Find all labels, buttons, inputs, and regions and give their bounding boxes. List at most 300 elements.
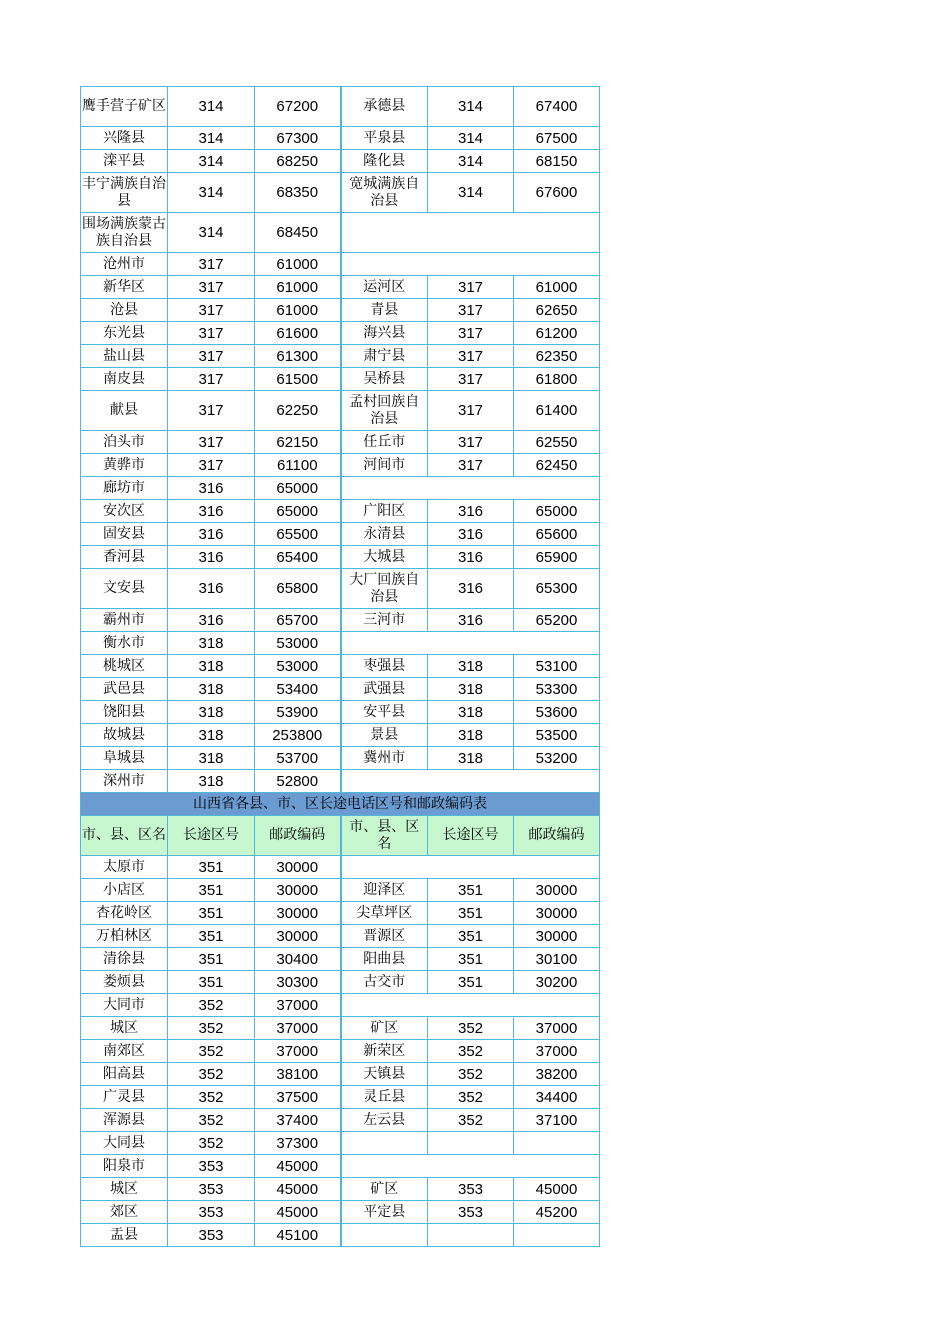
table-row (81, 546, 600, 569)
area-code-cell: 351 (168, 902, 255, 925)
place-name-cell: 运河区 (341, 276, 428, 299)
table-row (81, 1201, 600, 1224)
area-code-cell: 351 (168, 948, 255, 971)
place-name-cell: 城区 (81, 1178, 168, 1201)
place-name-cell: 广灵县 (81, 1086, 168, 1109)
area-code-cell: 316 (428, 609, 514, 632)
postcode-cell: 53500 (514, 724, 600, 747)
table-title: 山西省各县、市、区长途电话区号和邮政编码表 (81, 793, 600, 816)
area-code-cell: 353 (168, 1224, 255, 1247)
place-name-cell: 饶阳县 (81, 701, 168, 724)
place-name-cell: 清徐县 (81, 948, 168, 971)
place-name-cell: 鹰手营子矿区 (81, 87, 168, 127)
column-header: 长途区号 (428, 816, 514, 856)
area-code-cell: 352 (168, 1063, 255, 1086)
place-name-cell: 城区 (81, 1017, 168, 1040)
table-title-row (81, 793, 600, 816)
area-code-cell: 316 (428, 569, 514, 609)
postcode-cell: 61000 (255, 276, 341, 299)
table-header-row (81, 816, 600, 856)
area-code-cell: 314 (168, 127, 255, 150)
postcode-cell: 30000 (514, 902, 600, 925)
postcode-cell: 65000 (255, 477, 341, 500)
place-name-cell: 盂县 (81, 1224, 168, 1247)
area-code-cell: 351 (428, 925, 514, 948)
place-name-cell: 郊区 (81, 1201, 168, 1224)
table-row (81, 632, 600, 655)
area-code-cell: 316 (168, 500, 255, 523)
place-name-cell: 黄骅市 (81, 454, 168, 477)
area-code-cell: 317 (168, 431, 255, 454)
table-row (81, 523, 600, 546)
area-code-cell: 352 (168, 994, 255, 1017)
place-name-cell: 矿区 (341, 1017, 428, 1040)
postcode-cell: 30100 (514, 948, 600, 971)
postcode-cell: 30400 (255, 948, 341, 971)
postcode-cell: 65000 (255, 500, 341, 523)
postcode-cell: 37000 (255, 1017, 341, 1040)
table-row (81, 655, 600, 678)
table-row (81, 1109, 600, 1132)
place-name-cell: 古交市 (341, 971, 428, 994)
area-code-cell: 318 (428, 655, 514, 678)
area-code-cell: 351 (168, 971, 255, 994)
area-code-cell: 317 (428, 276, 514, 299)
postcode-cell: 37000 (514, 1040, 600, 1063)
table-row (81, 345, 600, 368)
postcode-cell: 37000 (255, 1040, 341, 1063)
postcode-cell: 65500 (255, 523, 341, 546)
area-code-cell: 351 (428, 879, 514, 902)
postcode-cell: 37300 (255, 1132, 341, 1155)
postcode-cell: 38200 (514, 1063, 600, 1086)
table-row (81, 454, 600, 477)
place-name-cell: 宽城满族自治县 (341, 173, 428, 213)
area-code-cell: 352 (168, 1086, 255, 1109)
place-name-cell: 南郊区 (81, 1040, 168, 1063)
area-code-cell (428, 1224, 514, 1247)
postcode-cell: 30200 (514, 971, 600, 994)
area-code-cell: 352 (428, 1063, 514, 1086)
place-name-cell: 大厂回族自治县 (341, 569, 428, 609)
postcode-cell: 61800 (514, 368, 600, 391)
area-code-cell: 314 (168, 150, 255, 173)
place-name-cell: 阳曲县 (341, 948, 428, 971)
area-code-cell: 318 (168, 655, 255, 678)
place-name-cell: 杏花岭区 (81, 902, 168, 925)
postcode-cell: 30000 (255, 856, 341, 879)
place-name-cell: 武强县 (341, 678, 428, 701)
column-header: 市、县、区名 (81, 816, 168, 856)
area-code-cell: 316 (168, 609, 255, 632)
place-name-cell: 滦平县 (81, 150, 168, 173)
postcode-cell: 45000 (255, 1155, 341, 1178)
postcode-cell: 30000 (514, 925, 600, 948)
area-code-cell: 352 (168, 1132, 255, 1155)
area-code-cell: 317 (168, 299, 255, 322)
area-code-cell: 316 (428, 546, 514, 569)
area-code-cell: 314 (168, 87, 255, 127)
postcode-cell: 30000 (255, 925, 341, 948)
place-name-cell: 冀州市 (341, 747, 428, 770)
area-code-cell: 352 (428, 1086, 514, 1109)
place-name-cell (341, 1224, 428, 1247)
postcode-cell: 65400 (255, 546, 341, 569)
postcode-cell: 67500 (514, 127, 600, 150)
area-code-cell: 317 (428, 299, 514, 322)
place-name-cell: 深州市 (81, 770, 168, 793)
area-code-cell: 317 (168, 345, 255, 368)
postcode-cell: 37500 (255, 1086, 341, 1109)
place-name-cell: 天镇县 (341, 1063, 428, 1086)
table-row (81, 150, 600, 173)
place-name-cell: 沧州市 (81, 253, 168, 276)
place-name-cell: 大同市 (81, 994, 168, 1017)
table-row (81, 87, 600, 127)
postcode-cell: 53700 (255, 747, 341, 770)
postcode-cell: 65300 (514, 569, 600, 609)
table-row (81, 1017, 600, 1040)
area-code-cell: 353 (428, 1178, 514, 1201)
postcode-cell: 253800 (255, 724, 341, 747)
postcode-cell (514, 1132, 600, 1155)
area-code-cell: 317 (428, 391, 514, 431)
area-code-cell: 317 (168, 322, 255, 345)
place-name-cell: 娄烦县 (81, 971, 168, 994)
postcode-cell: 65000 (514, 500, 600, 523)
place-name-cell: 海兴县 (341, 322, 428, 345)
postcode-cell: 67200 (255, 87, 341, 127)
area-code-cell: 318 (168, 678, 255, 701)
table-row (81, 724, 600, 747)
empty-cell (341, 477, 600, 500)
area-code-cell: 351 (168, 925, 255, 948)
place-name-cell: 霸州市 (81, 609, 168, 632)
empty-cell (341, 253, 600, 276)
area-code-cell: 318 (168, 701, 255, 724)
table-row (81, 253, 600, 276)
place-name-cell: 灵丘县 (341, 1086, 428, 1109)
table-row (81, 1132, 600, 1155)
place-name-cell: 永清县 (341, 523, 428, 546)
area-code-cell: 351 (428, 902, 514, 925)
place-name-cell: 任丘市 (341, 431, 428, 454)
postcode-cell: 61200 (514, 322, 600, 345)
place-name-cell: 献县 (81, 391, 168, 431)
postcode-cell: 65600 (514, 523, 600, 546)
area-code-cell: 351 (428, 971, 514, 994)
postcode-cell: 52800 (255, 770, 341, 793)
table-row (81, 747, 600, 770)
postcode-cell: 30300 (255, 971, 341, 994)
postcode-cell: 62250 (255, 391, 341, 431)
postcode-cell: 53000 (255, 655, 341, 678)
empty-cell (341, 856, 600, 879)
place-name-cell: 南皮县 (81, 368, 168, 391)
area-code-cell: 318 (428, 724, 514, 747)
column-header: 邮政编码 (514, 816, 600, 856)
place-name-cell: 平定县 (341, 1201, 428, 1224)
postcode-cell: 68150 (514, 150, 600, 173)
area-code-cell: 351 (168, 856, 255, 879)
area-code-cell: 317 (428, 368, 514, 391)
table-row (81, 879, 600, 902)
postcode-cell: 68450 (255, 213, 341, 253)
table-row (81, 994, 600, 1017)
table-row (81, 856, 600, 879)
postcode-cell: 61400 (514, 391, 600, 431)
postcode-cell: 53600 (514, 701, 600, 724)
column-header: 市、县、区名 (341, 816, 428, 856)
area-code-cell: 317 (168, 454, 255, 477)
area-code-cell: 352 (428, 1017, 514, 1040)
postcode-cell: 30000 (255, 902, 341, 925)
area-code-cell: 318 (168, 632, 255, 655)
place-name-cell: 桃城区 (81, 655, 168, 678)
table-row (81, 925, 600, 948)
place-name-cell: 围场满族蒙古族自治县 (81, 213, 168, 253)
postcode-cell: 67600 (514, 173, 600, 213)
place-name-cell: 沧县 (81, 299, 168, 322)
area-code-cell: 318 (428, 747, 514, 770)
place-name-cell: 安次区 (81, 500, 168, 523)
place-name-cell: 迎泽区 (341, 879, 428, 902)
place-name-cell: 隆化县 (341, 150, 428, 173)
postcode-cell: 34400 (514, 1086, 600, 1109)
empty-cell (341, 770, 600, 793)
place-name-cell: 廊坊市 (81, 477, 168, 500)
area-code-cell: 314 (428, 150, 514, 173)
area-code-cell: 353 (168, 1201, 255, 1224)
area-code-cell: 314 (168, 213, 255, 253)
place-name-cell: 平泉县 (341, 127, 428, 150)
postcode-cell: 61600 (255, 322, 341, 345)
place-name-cell: 兴隆县 (81, 127, 168, 150)
postcode-cell: 30000 (514, 879, 600, 902)
postcode-cell: 65800 (255, 569, 341, 609)
postcode-cell: 53400 (255, 678, 341, 701)
table-row (81, 701, 600, 724)
table-row (81, 1155, 600, 1178)
place-name-cell: 香河县 (81, 546, 168, 569)
postcode-cell: 37000 (514, 1017, 600, 1040)
table-row (81, 368, 600, 391)
empty-cell (341, 632, 600, 655)
area-code-cell: 353 (428, 1201, 514, 1224)
area-code-postcode-table (80, 86, 600, 1247)
area-code-cell: 352 (168, 1040, 255, 1063)
area-code-cell: 317 (168, 391, 255, 431)
area-code-cell: 352 (428, 1109, 514, 1132)
postcode-cell: 53200 (514, 747, 600, 770)
place-name-cell: 武邑县 (81, 678, 168, 701)
postcode-cell: 68250 (255, 150, 341, 173)
postcode-cell: 53300 (514, 678, 600, 701)
place-name-cell: 泊头市 (81, 431, 168, 454)
table-row (81, 971, 600, 994)
area-code-cell: 317 (428, 322, 514, 345)
postcode-cell (514, 1224, 600, 1247)
area-code-cell: 352 (168, 1017, 255, 1040)
place-name-cell: 浑源县 (81, 1109, 168, 1132)
place-name-cell: 阳高县 (81, 1063, 168, 1086)
place-name-cell: 肃宁县 (341, 345, 428, 368)
postcode-cell: 62350 (514, 345, 600, 368)
postcode-cell: 61100 (255, 454, 341, 477)
table-row (81, 902, 600, 925)
place-name-cell: 枣强县 (341, 655, 428, 678)
table-row (81, 1178, 600, 1201)
postcode-cell: 61500 (255, 368, 341, 391)
postcode-cell: 61000 (255, 253, 341, 276)
empty-cell (341, 1155, 600, 1178)
area-code-cell: 351 (428, 948, 514, 971)
table-row (81, 1086, 600, 1109)
postcode-cell: 62450 (514, 454, 600, 477)
place-name-cell: 景县 (341, 724, 428, 747)
table-row (81, 431, 600, 454)
table-row (81, 477, 600, 500)
table-row (81, 1063, 600, 1086)
area-code-cell: 318 (168, 770, 255, 793)
postcode-cell: 62650 (514, 299, 600, 322)
place-name-cell: 河间市 (341, 454, 428, 477)
postcode-cell: 61300 (255, 345, 341, 368)
area-code-cell: 316 (428, 500, 514, 523)
empty-cell (341, 213, 600, 253)
place-name-cell: 阜城县 (81, 747, 168, 770)
area-code-cell: 318 (428, 678, 514, 701)
area-code-cell: 314 (168, 173, 255, 213)
area-code-cell: 317 (428, 454, 514, 477)
table-row (81, 569, 600, 609)
postcode-cell: 37000 (255, 994, 341, 1017)
table-row (81, 770, 600, 793)
area-code-cell: 317 (428, 345, 514, 368)
place-name-cell (341, 1132, 428, 1155)
area-code-cell: 314 (428, 173, 514, 213)
postcode-cell: 62550 (514, 431, 600, 454)
area-code-cell: 352 (428, 1040, 514, 1063)
place-name-cell: 左云县 (341, 1109, 428, 1132)
postcode-cell: 53900 (255, 701, 341, 724)
postcode-cell: 68350 (255, 173, 341, 213)
place-name-cell: 吴桥县 (341, 368, 428, 391)
area-code-cell: 352 (168, 1109, 255, 1132)
area-code-cell: 353 (168, 1155, 255, 1178)
table-row (81, 391, 600, 431)
table-row (81, 500, 600, 523)
place-name-cell: 万柏林区 (81, 925, 168, 948)
area-code-cell: 314 (428, 87, 514, 127)
postcode-cell: 53000 (255, 632, 341, 655)
table-row (81, 1224, 600, 1247)
postcode-cell: 45000 (514, 1178, 600, 1201)
place-name-cell: 大同县 (81, 1132, 168, 1155)
place-name-cell: 广阳区 (341, 500, 428, 523)
postcode-cell: 30000 (255, 879, 341, 902)
postcode-cell: 45100 (255, 1224, 341, 1247)
table-row (81, 948, 600, 971)
area-code-cell: 316 (168, 523, 255, 546)
area-code-cell: 316 (168, 546, 255, 569)
column-header: 长途区号 (168, 816, 255, 856)
area-code-cell: 318 (168, 724, 255, 747)
postcode-cell: 45200 (514, 1201, 600, 1224)
postcode-cell: 37100 (514, 1109, 600, 1132)
postcode-cell: 37400 (255, 1109, 341, 1132)
table-row (81, 299, 600, 322)
table-row (81, 609, 600, 632)
table-row (81, 1040, 600, 1063)
area-code-cell: 353 (168, 1178, 255, 1201)
empty-cell (341, 994, 600, 1017)
postcode-cell: 53100 (514, 655, 600, 678)
area-code-cell (428, 1132, 514, 1155)
place-name-cell: 新华区 (81, 276, 168, 299)
area-code-cell: 314 (428, 127, 514, 150)
postcode-cell: 67400 (514, 87, 600, 127)
area-code-cell: 318 (168, 747, 255, 770)
place-name-cell: 东光县 (81, 322, 168, 345)
place-name-cell: 安平县 (341, 701, 428, 724)
postcode-cell: 62150 (255, 431, 341, 454)
postcode-cell: 67300 (255, 127, 341, 150)
table-row (81, 678, 600, 701)
place-name-cell: 衡水市 (81, 632, 168, 655)
postcode-cell: 45000 (255, 1201, 341, 1224)
place-name-cell: 孟村回族自治县 (341, 391, 428, 431)
area-code-cell: 317 (428, 431, 514, 454)
table-row (81, 322, 600, 345)
area-code-cell: 351 (168, 879, 255, 902)
area-code-cell: 317 (168, 368, 255, 391)
place-name-cell: 晋源区 (341, 925, 428, 948)
column-header: 邮政编码 (255, 816, 341, 856)
place-name-cell: 丰宁满族自治县 (81, 173, 168, 213)
place-name-cell: 故城县 (81, 724, 168, 747)
area-code-cell: 316 (428, 523, 514, 546)
place-name-cell: 矿区 (341, 1178, 428, 1201)
postcode-cell: 45000 (255, 1178, 341, 1201)
area-code-cell: 317 (168, 276, 255, 299)
postcode-cell: 65900 (514, 546, 600, 569)
place-name-cell: 阳泉市 (81, 1155, 168, 1178)
postcode-cell: 61000 (255, 299, 341, 322)
postcode-cell: 38100 (255, 1063, 341, 1086)
place-name-cell: 尖草坪区 (341, 902, 428, 925)
place-name-cell: 新荣区 (341, 1040, 428, 1063)
table-row (81, 213, 600, 253)
place-name-cell: 文安县 (81, 569, 168, 609)
place-name-cell: 盐山县 (81, 345, 168, 368)
table-row (81, 127, 600, 150)
area-code-cell: 316 (168, 477, 255, 500)
area-code-cell: 318 (428, 701, 514, 724)
place-name-cell: 太原市 (81, 856, 168, 879)
place-name-cell: 承德县 (341, 87, 428, 127)
place-name-cell: 固安县 (81, 523, 168, 546)
table-row (81, 276, 600, 299)
place-name-cell: 大城县 (341, 546, 428, 569)
postcode-cell: 65700 (255, 609, 341, 632)
postcode-cell: 61000 (514, 276, 600, 299)
place-name-cell: 三河市 (341, 609, 428, 632)
area-code-cell: 317 (168, 253, 255, 276)
postcode-cell: 65200 (514, 609, 600, 632)
place-name-cell: 青县 (341, 299, 428, 322)
area-code-cell: 316 (168, 569, 255, 609)
